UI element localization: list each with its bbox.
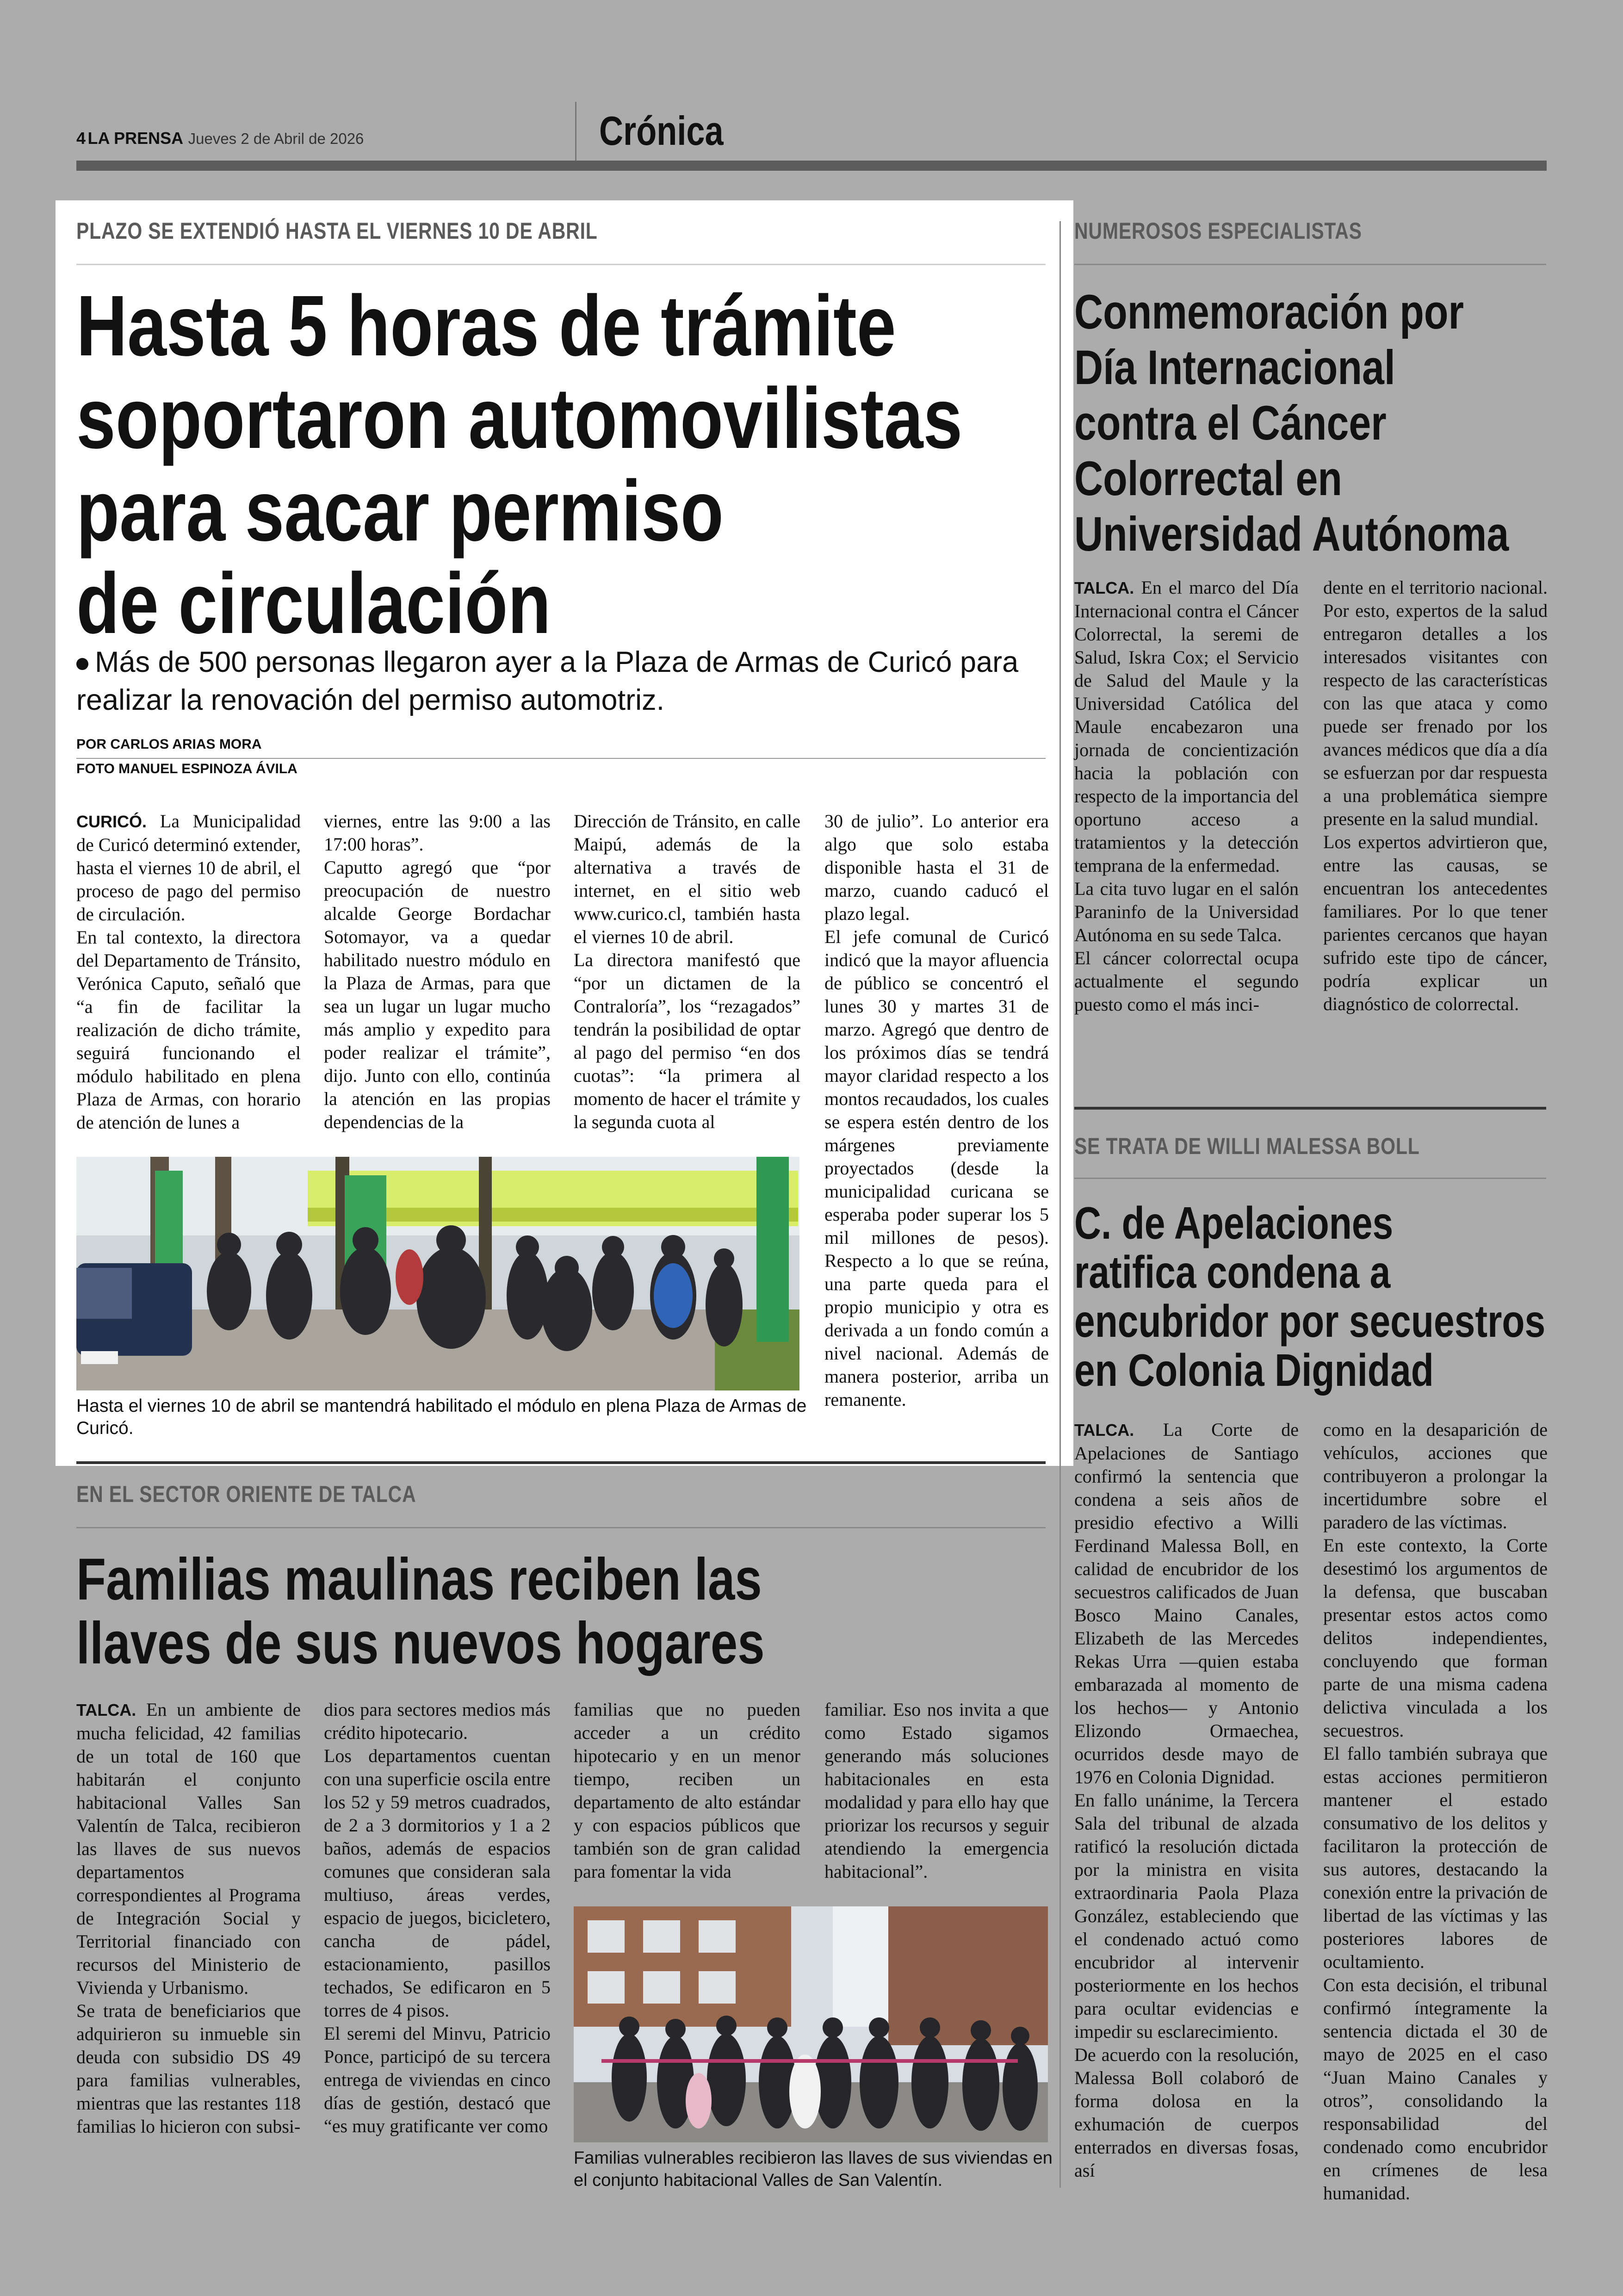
main-paragraph: viernes, entre las 9:00 a las 17:00 horas”. xyxy=(324,811,551,855)
familias-paragraph: TALCA. En un ambiente de mucha felicidad, 42 familias de un total de 160 que habitarán el conjunto habitacional Valles San Valentín de Talca, recibieron las llaves de sus nuevos departamentos correspondientes al Programa de Integración Social y Territorial financiado con recursos del Ministerio de Vivienda y Urbanismo. xyxy=(76,1699,301,1998)
apelaciones-column-1 xyxy=(1074,1418,1299,2182)
cancer-headline-line: Colorrectal en xyxy=(1074,452,1342,506)
main-right-separator xyxy=(1059,221,1061,2188)
familias-headline-line: llaves de sus nuevos hogares xyxy=(76,1610,765,1676)
page-header xyxy=(76,129,364,156)
apelaciones-column-2 xyxy=(1323,1418,1548,2205)
main-headline-line: para sacar permiso xyxy=(76,463,724,559)
familias-paragraph: familias que no pueden acceder a un crédito hipotecario y en un menor tiempo, reciben un departamento de alto estándar y con espacios públicos que también son de gran calidad para fomentar la vida xyxy=(574,1699,800,1882)
main-photo-credit: FOTO MANUEL ESPINOZA ÁVILA xyxy=(76,761,297,776)
main-paragraph: Dirección de Tránsito, en calle Maipú, además de la alternativa a través de internet, en el sitio web www.curico.cl, también hasta el viernes 10 de abril. xyxy=(574,811,800,947)
apelaciones-kicker-rule xyxy=(1074,1178,1546,1179)
main-paragraph: 30 de julio”. Lo anterior era algo que solo estaba disponible hasta el 31 de marzo, cuando caducó el plazo legal. xyxy=(824,811,1049,924)
main-headline-line: de circulación xyxy=(76,556,551,652)
cancer-headline-line: contra el Cáncer xyxy=(1074,396,1387,450)
main-paragraph: Caputto agregó que “por preocupación de nuestro alcalde George Bordachar Sotomayor, va a quedar habilitado nuestro módulo en la Plaza de Armas, para que sea un lugar un lugar mucho más amplio y expedito para poder realizar el trámite”, dijo. Junto con ello, continúa la atención en las propias dependencias de la xyxy=(324,857,551,1132)
familias-paragraph: Los departamentos cuentan con una superficie oscila entre los 52 y 59 metros cuadrados, de 2 a 3 dormitorios y 1 a 2 baños, además de espacios comunes que consideran sala multiuso, áreas verdes, espacio de juegos, bicicletero, cancha de pádel, estacionamiento, pasillos techados, Se edificaron en 5 torres de 4 pisos. xyxy=(324,1745,551,2021)
familias-column-2 xyxy=(324,1698,551,2138)
apelaciones-headline-line: encubridor por secuestros xyxy=(1074,1296,1546,1347)
apelaciones-paragraph: como en la desaparición de vehículos, acciones que contribuyeron a prolongar la incertidumbre sobre el paradero de las víctimas. xyxy=(1323,1419,1548,1533)
main-column-1 xyxy=(76,810,301,1134)
cancer-paragraph: TALCA. En el marco del Día Internacional contra el Cáncer Colorrectal, la seremi de Salud, Iskra Cox; el Servicio de Salud del Maule y la Universidad Católica del Maule encabezaron una jornada de concientización hacia la población con respecto de la importancia del oportuno acceso a tratamientos y la detección temprana de la enfermedad. xyxy=(1074,577,1299,876)
apelaciones-kicker: SE TRATA DE WILLI MALESSA BOLL xyxy=(1074,1133,1420,1159)
main-kicker-rule xyxy=(76,264,1046,265)
main-headline-line: Hasta 5 horas de trámite xyxy=(76,278,896,374)
paper-name: LA PRENSA xyxy=(87,129,184,148)
familias-headline xyxy=(76,1548,765,1675)
familias-kicker-rule xyxy=(76,1527,1046,1528)
main-paragraph: La directora manifestó que “por un dictamen de la Contraloría”, los “rezagados” tendrán la posibilidad de optar al pago del permiso “en dos cuotas”: “la primera al momento de hacer el trámite y la segunda cuota al xyxy=(574,949,800,1132)
main-bullet xyxy=(76,643,1046,719)
familias-paragraph: familiar. Eso nos invita a que como Estado sigamos generando más soluciones habitacionales en esta modalidad y para ello hay que priorizar los recursos y seguir atendiendo la emergencia habitacional”. xyxy=(824,1699,1049,1882)
familias-kicker: EN EL SECTOR ORIENTE DE TALCA xyxy=(76,1481,416,1507)
section-title: Crónica xyxy=(599,108,724,154)
apelaciones-headline-line: C. de Apelaciones xyxy=(1074,1198,1394,1248)
familias-headline-line: Familias maulinas reciben las xyxy=(76,1546,762,1613)
familias-paragraph: Se trata de beneficiarios que adquirieron su inmueble sin deuda con subsidio DS 49 para familias vulnerables, mientras que las restantes 118 familias lo hicieron con subsi- xyxy=(76,2000,301,2137)
byline-rule xyxy=(76,758,1046,759)
cancer-kicker-rule xyxy=(1074,264,1546,265)
familias-paragraph: El seremi del Minvu, Patricio Ponce, participó de su tercera entrega de viviendas en cinco días de gestión, destacó que “es muy gratificante ver como xyxy=(324,2023,551,2136)
cancer-paragraph: Los expertos advirtieron que, entre las causas, se encuentran los antecedentes familiares. Por lo que tener parientes cercanos que hayan sufrido este tipo de cáncer, podría explicar un diagnóstico de colorrectal. xyxy=(1323,832,1548,1014)
main-dateline: CURICÓ. xyxy=(76,812,147,831)
familias-paragraph: dios para sectores medios más crédito hipotecario. xyxy=(324,1699,551,1743)
cancer-bottom-rule xyxy=(1074,1107,1546,1110)
familias-photo-caption: Familias vulnerables recibieron las llaves de sus viviendas en el conjunto habitacional Valles de San Valentín. xyxy=(574,2148,1053,2190)
header-divider xyxy=(575,102,576,162)
apelaciones-paragraph: En fallo unánime, la Tercera Sala del tribunal de alzada ratificó la resolución dictada por la ministra en visita extraordinaria Paola Plaza González, estableciendo que el condenado actuó como encubridor al intervenir posteriormente en los hechos para ocultar evidencias e impedir su esclarecimiento. xyxy=(1074,1790,1299,2042)
cancer-headline-line: Día Internacional xyxy=(1074,341,1395,395)
apelaciones-paragraph: En este contexto, la Corte desestimó los argumentos de la defensa, que buscaban presentar estos actos como delitos independientes, concluyendo que forman parte de una misma cadena delictiva vinculada a los secuestros. xyxy=(1323,1535,1548,1741)
apelaciones-headline xyxy=(1074,1198,1545,1395)
cancer-headline xyxy=(1074,285,1509,562)
main-photo-caption: Hasta el viernes 10 de abril se mantendrá habilitado el módulo en plena Plaza de Armas de Curicó. xyxy=(76,1396,807,1438)
apelaciones-paragraph: Con esta decisión, el tribunal confirmó íntegramente la sentencia dictada el 30 de mayo de 2025 en el caso “Juan Maino Canales y otros”, consolidando la responsabilidad del condenado como encubridor en crímenes de lesa humanidad. xyxy=(1323,1974,1548,2203)
ribbon-cutting-photo xyxy=(574,1906,1048,2142)
header-bar xyxy=(76,161,1547,171)
main-bottom-rule xyxy=(76,1461,1046,1464)
apelaciones-headline-line: en Colonia Dignidad xyxy=(1074,1345,1434,1396)
apelaciones-paragraph: El fallo también subraya que estas acciones permitieron mantener el estado consumativo de los delitos y facilitaron la protección de sus autores, destacando la conexión entre la privación de libertad de las víctimas y las posteriores labores de ocultamiento. xyxy=(1323,1743,1548,1972)
apelaciones-headline-line: ratifica condena a xyxy=(1074,1247,1391,1297)
main-bullet-text: Más de 500 personas llegaron ayer a la Plaza de Armas de Curicó para realizar la renovación del permiso automotriz. xyxy=(76,646,1019,716)
cancer-headline-line: Conmemoración por xyxy=(1074,285,1464,339)
main-byline: POR CARLOS ARIAS MORA xyxy=(76,737,262,752)
familias-column-4 xyxy=(824,1698,1049,1883)
cancer-column-1 xyxy=(1074,576,1299,1016)
cancer-headline-line: Universidad Autónoma xyxy=(1074,507,1509,561)
main-kicker: PLAZO SE EXTENDIÓ HASTA EL VIERNES 10 DE ABRIL xyxy=(76,218,598,244)
cancer-dateline: TALCA. xyxy=(1074,578,1134,597)
issue-date: Jueves 2 de Abril de 2026 xyxy=(188,130,364,147)
apelaciones-dateline: TALCA. xyxy=(1074,1421,1134,1440)
apelaciones-paragraph: TALCA. La Corte de Apelaciones de Santiago confirmó la sentencia que condena a seis años de presidio efectivo a Willi Ferdinand Malessa Boll, en calidad de encubridor de los secuestros calificados de Juan Bosco Maino Canales, Elizabeth de las Mercedes Rekas Urra —quien estaba embarazada al momento de los hechos— y Antonio Elizondo Ormaechea, ocurridos desde mayo de 1976 en Colonia Dignidad. xyxy=(1074,1419,1299,1787)
familias-column-3 xyxy=(574,1698,800,1883)
familias-dateline: TALCA. xyxy=(76,1700,136,1719)
main-column-4 xyxy=(824,810,1049,1411)
plaza-crowd-photo xyxy=(76,1157,799,1390)
main-paragraph: En tal contexto, la directora del Departamento de Tránsito, Verónica Caputo, señaló que “a fin de facilitar la realización de dicho trámite, seguirá funcionando el módulo habilitado en plena Plaza de Armas, con horario de atención de lunes a xyxy=(76,927,301,1133)
apelaciones-paragraph: De acuerdo con la resolución, Malessa Boll colaboró de forma dolosa en la exhumación de cuerpos enterrados en diversas fosas, así xyxy=(1074,2044,1299,2181)
main-headline-line: soportaron automovilistas xyxy=(76,371,963,466)
main-paragraph: CURICÓ. La Municipalidad de Curicó determinó extender, hasta el viernes 10 de abril, el proceso de pago del permiso de circulación. xyxy=(76,811,301,925)
page-number: 4 xyxy=(76,129,86,148)
cancer-paragraph: La cita tuvo lugar en el salón Paraninfo de la Universidad Autónoma en su sede Talca. xyxy=(1074,878,1299,945)
cancer-paragraph: El cáncer colorrectal ocupa actualmente el segundo puesto como el más inci- xyxy=(1074,948,1299,1015)
familias-photo xyxy=(574,1906,1048,2142)
familias-column-1 xyxy=(76,1698,301,2138)
main-column-2 xyxy=(324,810,551,1134)
main-paragraph: El jefe comunal de Curicó indicó que la mayor afluencia de público se concentró el lunes 30 y martes 31 de marzo. Agregó que dentro de los próximos días se tendrá mayor claridad respecto a los montos recaudados, los cuales se espera estén dentro de los márgenes previamente proyectados (desde la municipalidad curicana se esperaba poder superar los 5 mil millones de pesos). Respecto a lo que se reúna, una parte queda para el propio municipio y otra es derivada a un fondo común a nivel nacional. Además de manera posterior, arriba un remanente. xyxy=(824,926,1049,1410)
cancer-column-2 xyxy=(1323,576,1548,1016)
main-photo xyxy=(76,1157,799,1390)
cancer-kicker: NUMEROSOS ESPECIALISTAS xyxy=(1074,218,1362,244)
cancer-paragraph: dente en el territorio nacional. Por esto, expertos de la salud entregaron detalles a los interesados visitantes con respecto de las características con las que ataca y como puede ser frenado por los avances médicos que día a día se esfuerzan por dar respuesta a una problemática siempre presente en la salud mundial. xyxy=(1323,577,1548,829)
main-column-3 xyxy=(574,810,800,1134)
main-headline xyxy=(76,280,962,650)
bullet-icon xyxy=(76,658,88,670)
